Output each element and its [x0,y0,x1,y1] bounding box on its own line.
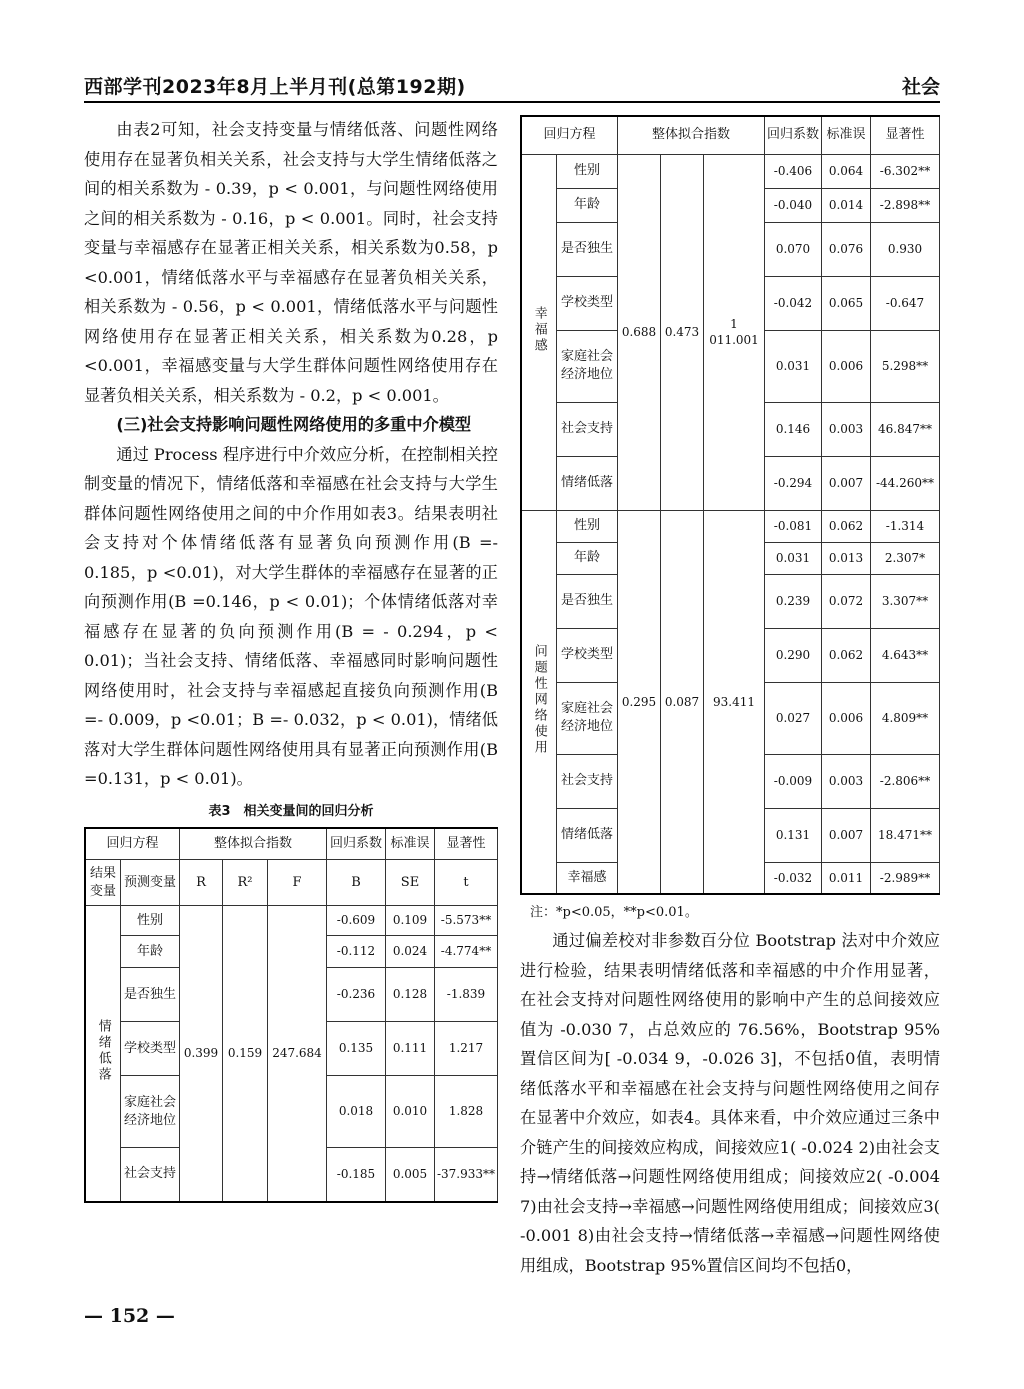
header-predictor-variable: 预测变量 [121,860,180,906]
t-cell: 5.298** [871,330,940,402]
b-cell: -0.009 [765,754,822,808]
paragraph-bootstrap: 通过偏差校对非参数百分位 Bootstrap 法对中介效应进行检验，结果表明情绪低落和幸福感的中介作用显著，在社会支持对问题性网络使用的影响中产生的总间接效应值为 -0.030 7，占总效应的 76.56%，Bootstrap 95%置信区间为[ -0.034 9，-0.026 3]，不包括0值，表明情绪低落水平和幸福感在社会支持与问题性网络使用之间存在显著中介效应，如表4。具体来看，中介效应通过三条中介链产生的间接效应构成，间接效应1( -0.024 2)由社会支持→情绪低落→问题性网络使用组成；间接效应2( -0.004 7)由社会支持→幸福感→问题性网络使用组成；间接效应3( -0.001 8)由社会支持→情绪低落→幸福感→问题性网络使用组成，Bootstrap 95%置信区间均不包括0， [520,931,940,1275]
t-cell: 4.643** [871,628,940,682]
b-cell: 0.027 [765,682,822,754]
header-coefficient: 回归系数 [327,828,386,860]
fit-r2-cell: 0.087 [661,510,704,894]
se-cell: 0.007 [822,808,871,862]
regression-table-part1 [84,827,498,1203]
se-cell: 0.062 [822,510,871,542]
left-column [84,115,498,1203]
t-cell: -5.573** [435,906,498,936]
header-std-error: 标准误 [822,116,871,154]
se-cell: 0.010 [386,1076,435,1148]
t-cell: -37.933** [435,1148,498,1202]
predictor-cell: 性别 [557,510,618,542]
fit-r-cell: 0.688 [618,154,661,510]
t-cell: 18.471** [871,808,940,862]
predictor-cell: 年龄 [557,188,618,222]
t-cell: 3.307** [871,574,940,628]
b-cell: 0.031 [765,330,822,402]
paragraph-correlation: 由表2可知，社会支持变量与情绪低落、问题性网络使用存在显著负相关关系，社会支持与大学生情绪低落之间的相关系数为 - 0.39，p < 0.001，与问题性网络使用之间的相关系数为 - 0.16，p < 0.001。同时，社会支持变量与幸福感存在显著正相关关系，相关系数为0.58，p <0.001，情绪低落水平与幸福感存在显著负相关关系，相关系数为 - 0.56，p < 0.001，情绪低落水平与问题性网络使用存在显著正相关关系，相关系数为0.28，p <0.001，幸福感变量与大学生群体问题性网络使用存在显著负相关关系，相关系数为 - 0.2，p < 0.001。 [84,120,498,405]
t-cell: -1.839 [435,968,498,1022]
fit-r-cell: 0.295 [618,510,661,894]
se-cell: 0.076 [822,222,871,276]
se-cell: 0.064 [822,154,871,188]
predictor-cell: 社会支持 [557,754,618,808]
predictor-cell: 年龄 [557,542,618,574]
b-cell: 0.070 [765,222,822,276]
se-cell: 0.003 [822,402,871,456]
fit-f-cell: 247.684 [268,906,327,1202]
t-cell: -0.647 [871,276,940,330]
predictor-cell: 是否独生 [557,574,618,628]
section-name: 社会 [901,76,940,98]
table-row [521,154,940,188]
b-cell: -0.609 [327,906,386,936]
t-cell: -2.806** [871,754,940,808]
predictor-cell: 学校类型 [121,1022,180,1076]
se-cell: 0.006 [822,330,871,402]
fit-r2-cell: 0.159 [223,906,268,1202]
se-cell: 0.014 [822,188,871,222]
header-regression-equation: 回归方程 [521,116,618,154]
se-cell: 0.013 [822,542,871,574]
table-caption: 表3 相关变量间的回归分析 [208,803,374,819]
predictor-cell: 情绪低落 [557,456,618,510]
predictor-cell: 家庭社会经济地位 [121,1076,180,1148]
b-cell: -0.081 [765,510,822,542]
t-cell: 46.847** [871,402,940,456]
b-cell: -0.112 [327,936,386,968]
predictor-cell: 性别 [121,906,180,936]
predictor-cell: 家庭社会经济地位 [557,330,618,402]
t-cell: 4.809** [871,682,940,754]
outcome-problematic-internet-use: 问题性网络使用 [521,510,557,894]
regression-table-part2 [520,115,940,895]
table-row [85,906,498,936]
b-cell: 0.131 [765,808,822,862]
predictor-cell: 是否独生 [557,222,618,276]
t-cell: -1.314 [871,510,940,542]
b-cell: 0.239 [765,574,822,628]
predictor-cell: 年龄 [121,936,180,968]
b-cell: 0.031 [765,542,822,574]
header-significance: 显著性 [435,828,498,860]
header-outcome-variable: 结果变量 [85,860,121,906]
t-cell: -4.774** [435,936,498,968]
b-cell: -0.406 [765,154,822,188]
b-cell: 0.018 [327,1076,386,1148]
journal-title: 西部学刊2023年8月上半月刊(总第192期) [84,76,466,98]
header-t: t [435,860,498,906]
se-cell: 0.062 [822,628,871,682]
header-r2: R² [223,860,268,906]
se-cell: 0.128 [386,968,435,1022]
b-cell: -0.040 [765,188,822,222]
t-cell: -2.898** [871,188,940,222]
outcome-wellbeing: 幸福感 [521,154,557,510]
predictor-cell: 学校类型 [557,628,618,682]
t-cell: 1.828 [435,1076,498,1148]
se-cell: 0.072 [822,574,871,628]
header-fit-index: 整体拟合指数 [618,116,765,154]
fit-f-cell: 1 011.001 [704,154,765,510]
header-se: SE [386,860,435,906]
paragraph-mediation: 通过 Process 程序进行中介效应分析，在控制相关控制变量的情况下，情绪低落和幸福感在社会支持与大学生群体问题性网络使用之间的中介作用如表3。结果表明社会支持对个体情绪低落有显著负向预测作用(B =- 0.185，p <0.01)，对大学生群体的幸福感存在显著的正向预测作用(B =0.146，p < 0.01)；个体情绪低落对幸福感存在显著的负向预测作用(B = - 0.294，p < 0.01)；当社会支持、情绪低落、幸福感同时影响问题性网络使用时，社会支持与幸福感起直接负向预测作用(B =- 0.009，p <0.01；B =- 0.032，p < 0.01)，情绪低落对大学生群体问题性网络使用具有显著正向预测作用(B =0.131，p < 0.01)。 [84,444,498,788]
se-cell: 0.024 [386,936,435,968]
header-b: B [327,860,386,906]
t-cell: -44.260** [871,456,940,510]
header-rule [84,101,940,103]
b-cell: -0.294 [765,456,822,510]
section-heading: (三)社会支持影响问题性网络使用的多重中介模型 [116,415,472,434]
fit-r-cell: 0.399 [180,906,223,1202]
predictor-cell: 是否独生 [121,968,180,1022]
table-row [521,510,940,542]
se-cell: 0.011 [822,862,871,894]
b-cell: -0.236 [327,968,386,1022]
b-cell: 0.146 [765,402,822,456]
t-cell: -2.989** [871,862,940,894]
predictor-cell: 性别 [557,154,618,188]
se-cell: 0.111 [386,1022,435,1076]
t-cell: 2.307* [871,542,940,574]
se-cell: 0.003 [822,754,871,808]
header-r: R [180,860,223,906]
t-cell: 1.217 [435,1022,498,1076]
se-cell: 0.005 [386,1148,435,1202]
t-cell: 0.930 [871,222,940,276]
predictor-cell: 社会支持 [121,1148,180,1202]
predictor-cell: 学校类型 [557,276,618,330]
header-fit-index: 整体拟合指数 [180,828,327,860]
page-header [84,64,940,98]
header-regression-equation: 回归方程 [85,828,180,860]
se-cell: 0.007 [822,456,871,510]
b-cell: -0.042 [765,276,822,330]
header-f: F [268,860,327,906]
se-cell: 0.006 [822,682,871,754]
b-cell: -0.032 [765,862,822,894]
predictor-cell: 情绪低落 [557,808,618,862]
predictor-cell: 家庭社会经济地位 [557,682,618,754]
header-significance: 显著性 [871,116,940,154]
header-std-error: 标准误 [386,828,435,860]
fit-r2-cell: 0.473 [661,154,704,510]
outcome-depression: 情绪低落 [85,906,121,1202]
predictor-cell: 幸福感 [557,862,618,894]
b-cell: 0.290 [765,628,822,682]
header-coefficient: 回归系数 [765,116,822,154]
b-cell: -0.185 [327,1148,386,1202]
t-cell: -6.302** [871,154,940,188]
b-cell: 0.135 [327,1022,386,1076]
se-cell: 0.065 [822,276,871,330]
page-number: — 152 — [84,1305,175,1327]
se-cell: 0.109 [386,906,435,936]
right-column [520,115,940,1280]
fit-f-cell: 93.411 [704,510,765,894]
predictor-cell: 社会支持 [557,402,618,456]
table-note: 注：*p<0.05，**p<0.01。 [530,905,698,920]
